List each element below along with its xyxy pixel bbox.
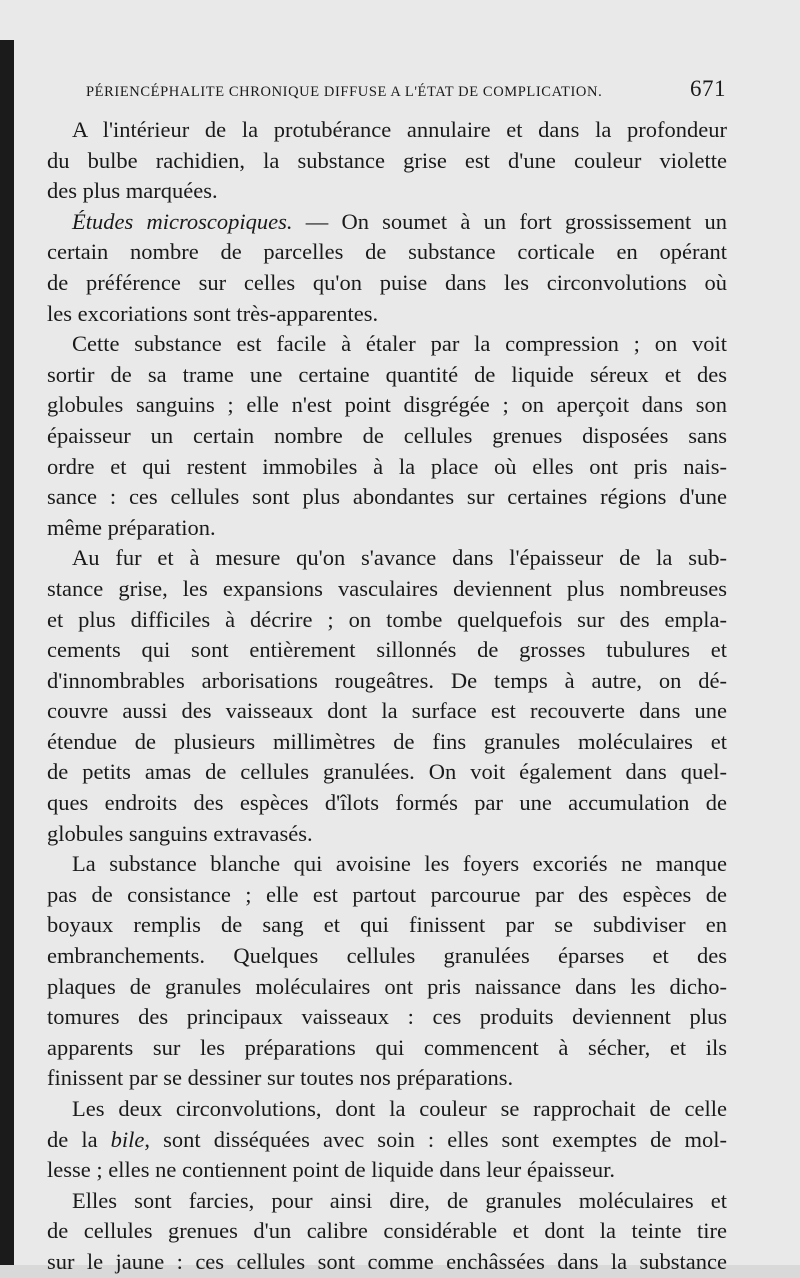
text-line: de préférence sur celles qu'on puise dans les circonvolutions où <box>47 269 727 295</box>
text-line: étendue de plusieurs millimètres de fins granules moléculaires et <box>47 728 727 754</box>
text-line: des plus marquées. <box>47 178 218 204</box>
text-line: A l'intérieur de la protubérance annulaire et dans la profondeur <box>72 117 727 142</box>
text-line: embranchements. Quelques cellules granulées éparses et des <box>47 943 727 969</box>
text-line: du bulbe rachidien, la substance grise est d'une couleur violette <box>47 147 727 173</box>
text-line: couvre aussi des vaisseaux dont la surface est recouverte dans une <box>47 698 727 724</box>
page-header <box>86 76 726 106</box>
text-line: Les deux circonvolutions, dont la couleur se rapprochait de celle <box>72 1096 727 1121</box>
text-line: stance grise, les expansions vasculaires deviennent plus nombreuses <box>47 575 727 601</box>
italic-word: bile <box>110 1126 145 1152</box>
text-line: boyaux remplis de sang et qui finissent par se subdiviser en <box>47 912 727 938</box>
text-line <box>47 1125 727 1156</box>
page-number: 671 <box>690 76 726 101</box>
text-line: même préparation. <box>47 514 216 540</box>
text-line: de cellules grenues d'un calibre considérable et dont la teinte tire <box>47 1218 727 1244</box>
text-fragment: — On soumet à un fort grossissement un <box>305 208 727 234</box>
body-text <box>47 115 727 1278</box>
text-line: cements qui sont entièrement sillonnés de grosses tubulures et <box>47 637 727 663</box>
text-line: certain nombre de parcelles de substance corticale en opérant <box>47 239 727 265</box>
text-line: finissent par se dessiner sur toutes nos préparations. <box>47 1065 514 1091</box>
page-binding-shadow <box>0 40 14 1265</box>
text-line: pas de consistance ; elle est partout parcourue par des espèces de <box>47 881 727 907</box>
text-line: sur le jaune : ces cellules sont comme enchâssées dans la substance <box>47 1248 727 1274</box>
text-line: sance : ces cellules sont plus abondantes sur certaines régions d'une <box>47 484 727 510</box>
text-line: Au fur et à mesure qu'on s'avance dans l'épaisseur de la sub- <box>72 545 727 571</box>
text-line: La substance blanche qui avoisine les foyers excoriés ne manque <box>72 851 727 877</box>
text-line: lesse ; elles ne contiennent point de liquide dans leur épaisseur. <box>47 1157 615 1183</box>
text-line: Cette substance est facile à étaler par la compression ; on voit <box>72 331 727 357</box>
section-heading-italic: Études microscopiques. <box>72 208 293 234</box>
text-line: épaisseur un certain nombre de cellules grenues disposées sans <box>47 422 727 448</box>
text-line: Elles sont farcies, pour ainsi dire, de granules moléculaires et <box>72 1187 727 1213</box>
text-line <box>47 207 727 238</box>
text-line: tomures des principaux vaisseaux : ces produits deviennent plus <box>47 1004 727 1030</box>
text-line: de petits amas de cellules granulées. On voit également dans quel- <box>47 759 727 785</box>
text-line: ques endroits des espèces d'îlots formés par une accumulation de <box>47 790 727 816</box>
running-head: PÉRIENCÉPHALITE CHRONIQUE DIFFUSE A L'ÉTAT DE COMPLICATION. <box>86 84 603 100</box>
text-line: et plus difficiles à décrire ; on tombe quelquefois sur des empla- <box>47 606 727 632</box>
text-line: plaques de granules moléculaires ont pris naissance dans les dicho- <box>47 973 727 999</box>
text-line: globules sanguins extravasés. <box>47 820 313 846</box>
text-line: sortir de sa trame une certaine quantité de liquide séreux et des <box>47 361 727 387</box>
text-line: ordre et qui restent immobiles à la place où elles ont pris nais- <box>47 453 727 479</box>
text-line: globules sanguins ; elle n'est point disgrégée ; on aperçoit dans son <box>47 392 727 418</box>
text-line: les excoriations sont très-apparentes. <box>47 300 379 326</box>
text-line: apparents sur les préparations qui commencent à sécher, et ils <box>47 1034 727 1060</box>
text-fragment: , sont disséquées avec soin : elles sont exemptes de mol- <box>144 1126 727 1152</box>
text-line: d'innombrables arborisations rougeâtres. De temps à autre, on dé- <box>47 667 727 693</box>
text-fragment: de la <box>47 1126 98 1152</box>
